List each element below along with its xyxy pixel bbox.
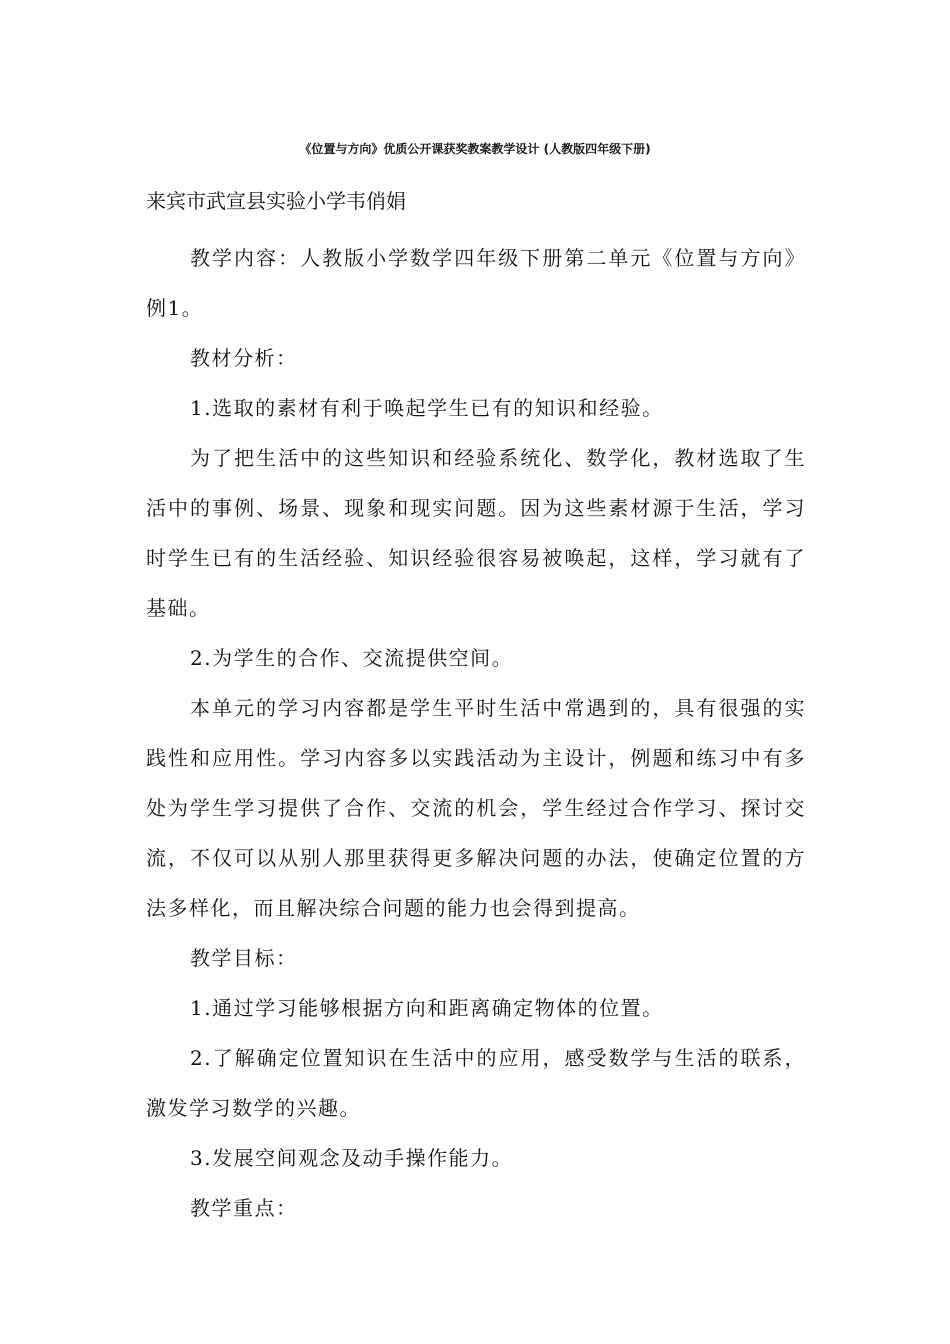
paragraph-point-1: 1.选取的素材有利于唤起学生已有的知识和经验。 [190, 396, 664, 420]
paragraph-goal-1: 1.通过学习能够根据方向和距离确定物体的位置。 [190, 996, 664, 1020]
paragraph-point-2-detail: 本单元的学习内容都是学生平时生活中常遇到的，具有很强的实践性和应用性。学习内容多以实践活动为主设计，例题和练习中有多处为学生学习提供了合作、交流的机会，学生经过合作学习、探讨交流，不仅可以从别人那里获得更多解决问题的办法，使确定位置的方法多样化，而且解决综合问题的能力也会得到提高。 [146, 696, 806, 920]
paragraph-goal-3: 3.发展空间观念及动手操作能力。 [190, 1146, 514, 1170]
document-title: 《位置与方向》优质公开课获奖教案教学设计 (人教版四年级下册) [299, 142, 651, 156]
heading-teaching-goals: 教学目标： [190, 946, 298, 970]
paragraph-point-2: 2.为学生的合作、交流提供空间。 [190, 646, 514, 670]
heading-material-analysis: 教材分析： [190, 346, 298, 370]
document-body [146, 233, 806, 1233]
paragraph-teaching-content: 教学内容：人教版小学数学四年级下册第二单元《位置与方向》例1。 [146, 246, 806, 320]
paragraph-point-1-detail: 为了把生活中的这些知识和经验系统化、数学化，教材选取了生活中的事例、场景、现象和现实问题。因为这些素材源于生活，学习时学生已有的生活经验、知识经验很容易被唤起，这样，学习就有了基础。 [146, 446, 806, 620]
paragraph-goal-2: 2.了解确定位置知识在生活中的应用，感受数学与生活的联系，激发学习数学的兴趣。 [146, 1046, 806, 1120]
document-author: 来宾市武宣县实验小学韦俏娟 [146, 189, 406, 213]
heading-teaching-key-points: 教学重点： [190, 1196, 298, 1220]
